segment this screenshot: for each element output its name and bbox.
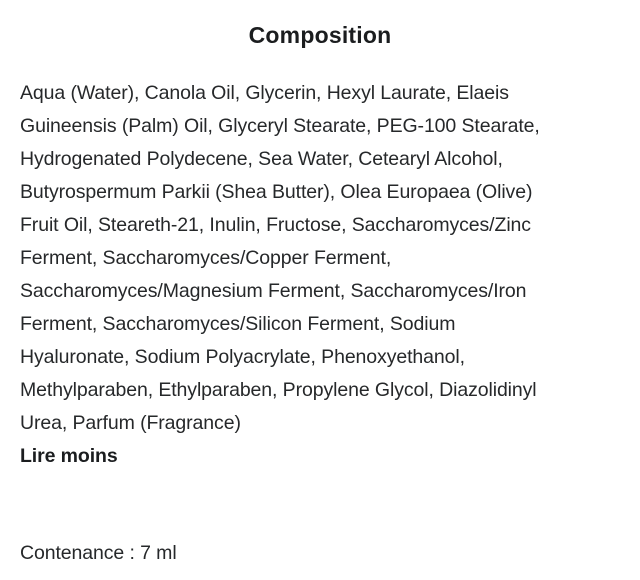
ingredients-line: Hyaluronate, Sodium Polyacrylate, Phenoxyethanol, — [20, 346, 465, 368]
read-less-link[interactable]: Lire moins — [20, 445, 118, 467]
ingredients-line: Methylparaben, Ethylparaben, Propylene Glycol, Diazolidinyl — [20, 379, 537, 401]
capacity-text: Contenance : 7 ml — [20, 542, 177, 564]
ingredients-line: Ferment, Saccharomyces/Copper Ferment, — [20, 247, 392, 269]
ingredients-line: Saccharomyces/Magnesium Ferment, Saccharomyces/Iron — [20, 280, 527, 302]
ingredients-line: Urea, Parfum (Fragrance) — [20, 412, 241, 434]
ingredients-line: Aqua (Water), Canola Oil, Glycerin, Hexyl Laurate, Elaeis — [20, 82, 509, 104]
ingredients-line: Hydrogenated Polydecene, Sea Water, Cetearyl Alcohol, — [20, 148, 503, 170]
ingredients-line: Ferment, Saccharomyces/Silicon Ferment, Sodium — [20, 313, 456, 335]
section-title: Composition — [248, 22, 392, 48]
ingredients-line: Guineensis (Palm) Oil, Glyceryl Stearate, PEG-100 Stearate, — [20, 115, 540, 137]
ingredients-text — [20, 77, 620, 473]
ingredients-line: Butyrospermum Parkii (Shea Butter), Olea Europaea (Olive) — [20, 181, 533, 203]
ingredients-line: Fruit Oil, Steareth-21, Inulin, Fructose, Saccharomyces/Zinc — [20, 214, 531, 236]
